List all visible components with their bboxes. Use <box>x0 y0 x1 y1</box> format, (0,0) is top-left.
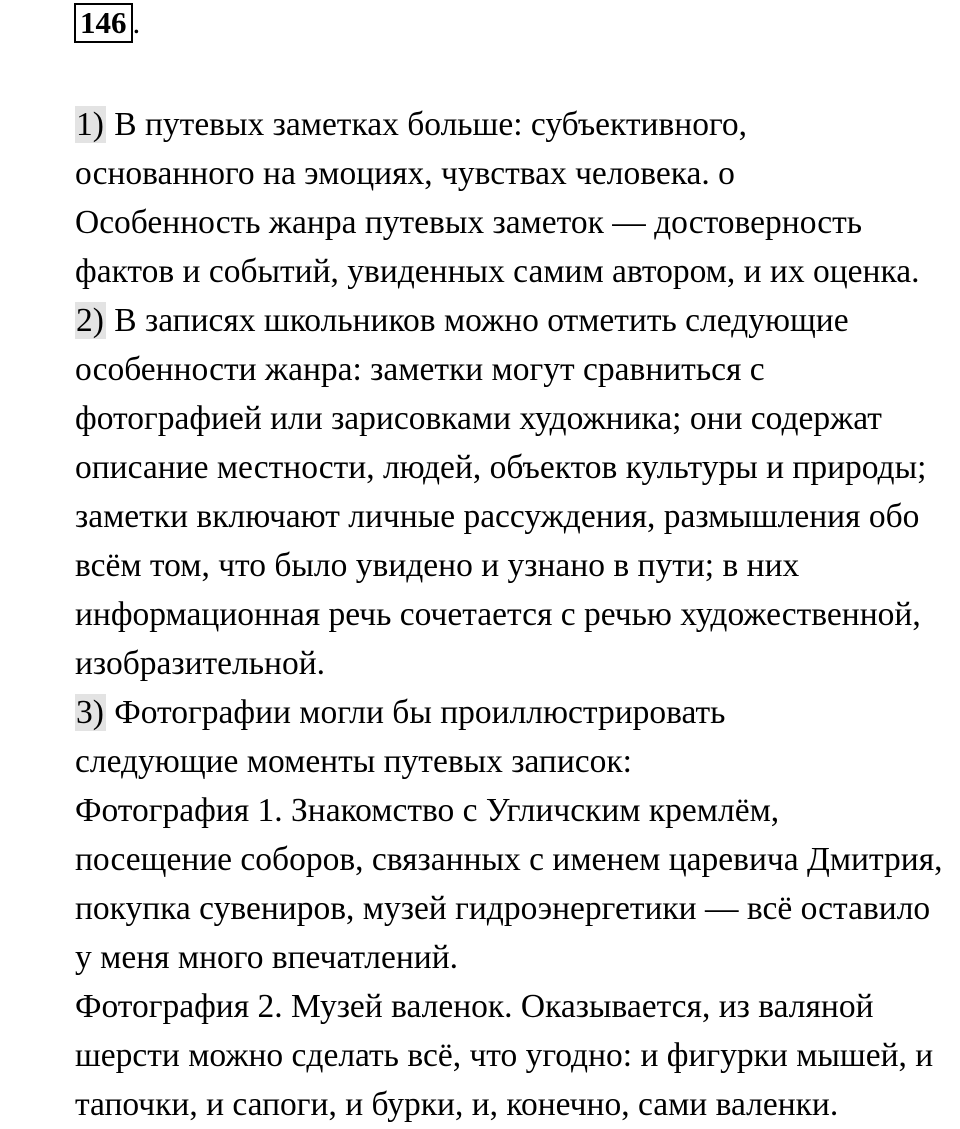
text-line: шерсти можно сделать всё, что угодно: и фигурки мышей, и <box>75 1037 934 1074</box>
text-line: изобразительной. <box>75 645 326 682</box>
text-line: основанного на эмоциях, чувствах человека. о <box>75 155 735 192</box>
text-line: всём том, что было увидено и узнано в пути; в них <box>75 547 800 584</box>
text-line: следующие моменты путевых записок: <box>75 743 632 780</box>
text-line: особенности жанра: заметки могут сравниться с <box>75 351 765 388</box>
text-line: посещение соборов, связанных с именем царевича Дмитрия, <box>75 841 943 878</box>
text-line: В путевых заметках больше: субъективного, <box>105 106 747 143</box>
text-line: заметки включают личные рассуждения, размышления обо <box>75 498 920 535</box>
text-line: Фотография 1. Знакомство с Угличским кремлём, <box>75 792 780 829</box>
text-line: В записях школьников можно отметить следующие <box>105 302 849 339</box>
paragraph-item-2 <box>0 296 960 688</box>
text-line: описание местности, людей, объектов культуры и природы; <box>75 449 927 486</box>
text-line: тапочки, и сапоги, и бурки, и, конечно, сами валенки. <box>75 1086 839 1123</box>
item-marker-3: 3) <box>76 694 104 731</box>
item-marker-1: 1) <box>76 106 104 143</box>
paragraph-item-1 <box>0 100 960 198</box>
paragraph-genre-feature <box>0 198 960 296</box>
task-number-box: 146 <box>74 3 133 43</box>
item-marker-2: 2) <box>76 302 104 339</box>
task-number-suffix: . <box>132 5 141 40</box>
text-line: покупка сувениров, музей гидроэнергетики — всё оставило <box>75 890 931 927</box>
text-line: фотографией или зарисовками художника; они содержат <box>75 400 882 437</box>
paragraph-photo-1 <box>0 786 960 982</box>
text-line: фактов и событий, увиденных самим автором, и их оценка. <box>75 253 920 290</box>
text-line: информационная речь сочетается с речью художественной, <box>75 596 921 633</box>
paragraph-photo-2 <box>0 982 960 1129</box>
text-line: Фотографии могли бы проиллюстрировать <box>105 694 726 731</box>
answer-text <box>0 100 960 1129</box>
text-line: Фотография 2. Музей валенок. Оказывается, из валяной <box>75 988 874 1025</box>
paragraph-item-3 <box>0 688 960 786</box>
text-line: Особенность жанра путевых заметок — достоверность <box>75 204 863 241</box>
task-number <box>74 3 140 43</box>
text-line: у меня много впечатлений. <box>75 939 458 976</box>
